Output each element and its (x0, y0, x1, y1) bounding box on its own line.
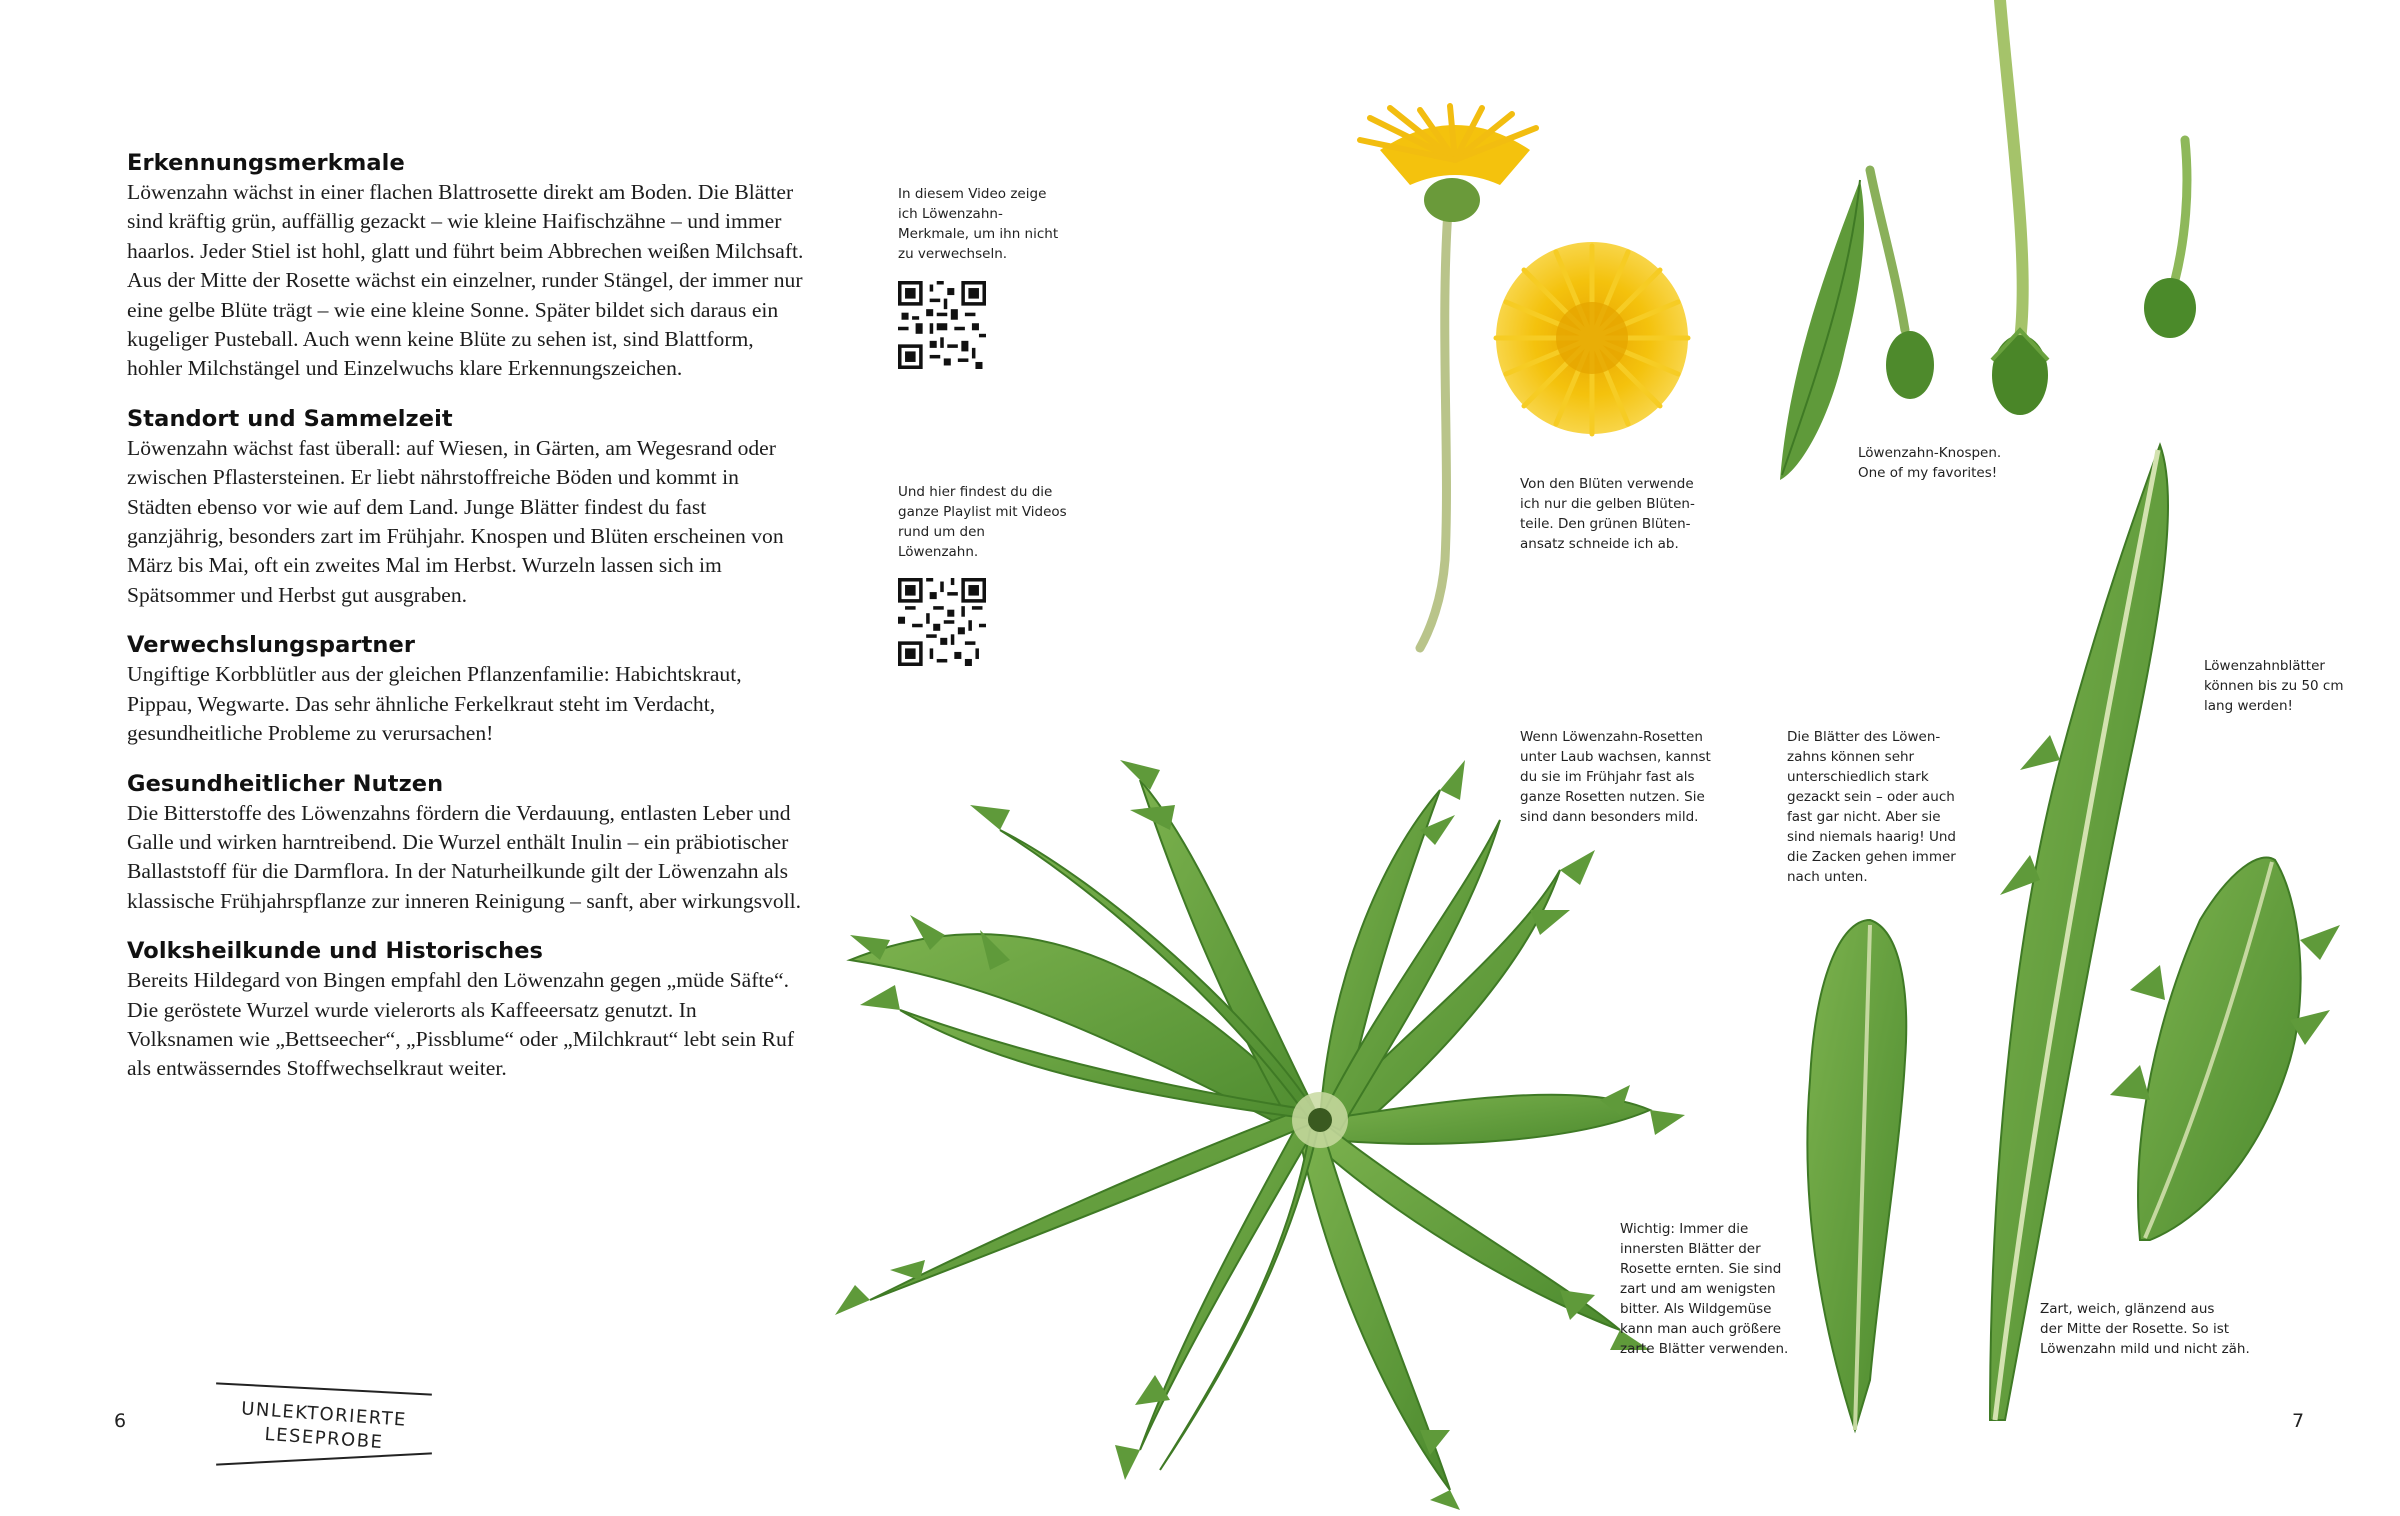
dandelion-buds (1780, 0, 2196, 480)
section-body: Löwenzahn wächst fast überall: auf Wiesen, in Gärten, am Wegesrand oder zwischen Pflastersteinen. Er liebt nährstoffreiche Böden und kommt in Städten ebenso vor wie auf dem Land. Junge Blätter findest du fast ganzjährig, besonders zart im Frühjahr. Knospen und Blüten erscheinen von März bis Mai, oft ein zweites Mal im Herbst. Wurzeln lassen sich im Spätsommer und Herbst gut ausgraben. (127, 435, 784, 607)
section-heading: Volksheilkunde und Historisches (127, 938, 544, 965)
dandelion-rosette (835, 760, 1685, 1510)
dandelion-leaf-long (1990, 445, 2168, 1420)
caption-leaf-length: Löwenzahnblätter können bis zu 50 cm lang werden! (2204, 658, 2344, 714)
qr-note-video: In diesem Video zeige ich Löwenzahn-Merkmale, um ihn nicht zu verwechseln. (898, 186, 1059, 262)
section-body: Löwenzahn wächst in einer flachen Blattrosette direkt am Boden. Die Blätter sind kräftig grün, auffällig gezackt – wie kleine Haifischzähne – und immer haarlos. Jeder Stiel ist hohl, glatt und führt beim Abbrechen weißen Milchsaft. Aus der Mitte der Rosette wächst ein einzelner, runder Stängel, der immer nur eine gelbe Blüte trägt – wie eine kleine Sonne. Später bildet sich daraus ein kugeliger Pusteball. Auch wenn keine Blüte zu sehen ist, sind Blattform, hohler Milchstängel und Einzelwuchs klare Erkennungszeichen. (127, 180, 804, 381)
page-number-right: 7 (2292, 1410, 2305, 1432)
stamp-line2: LESEPROBE (263, 1423, 385, 1454)
stamp-line1: UNLEKTORIERTE (240, 1398, 408, 1431)
caption-center-leaves: Zart, weich, glänzend aus der Mitte der Rosette. So ist Löwenzahn mild und nicht zäh. (2040, 1301, 2250, 1357)
dandelion-leaf-lobed (2110, 858, 2340, 1241)
caption-leaf-shape: Die Blätter des Löwen- zahns können sehr unterschiedlich stark gezackt sein – oder auch fast gar nicht. Aber sie sind niemals haarig! Und die Zacken gehen immer nach unten. (1787, 729, 1956, 885)
unlektoriert-stamp (216, 1388, 436, 1460)
section-heading: Gesundheitlicher Nutzen (127, 770, 444, 797)
section-heading: Erkennungsmerkmale (127, 150, 405, 176)
caption-buds: Löwenzahn-Knospen. One of my favorites! (1858, 445, 2002, 481)
qr-note-playlist: Und hier findest du die ganze Playlist mit Videos rund um den Löwenzahn. (898, 484, 1067, 560)
section-body: Ungiftige Korbblütler aus der gleichen Pflanzenfamilie: Habichtskraut, Pippau, Wegwarte. Das sehr ähnliche Ferkelkraut steht im Verdacht, gesundheitliche Probleme zu verursachen! (127, 662, 742, 746)
caption-blossom: Von den Blüten verwende ich nur die gelben Blüten- teile. Den grünen Blüten- ansatz schneide ich ab. (1520, 476, 1695, 552)
section-heading: Standort und Sammelzeit (127, 405, 453, 432)
section-heading: Verwechslungspartner (127, 632, 416, 659)
section-body: Bereits Hildegard von Bingen empfahl den Löwenzahn gegen „müde Säfte“. Die geröstete Wurzel wurde vielerorts als Kaffeeersatz genutzt. In Volksnamen wie „Bettseecher“, „Pissblume“ oder „Milchkraut“ lebt sein Ruf als entwässerndes Stoffwechselkraut weiter. (127, 968, 795, 1081)
page-number-left: 6 (114, 1410, 127, 1432)
caption-rosette-leaves: Wenn Löwenzahn-Rosetten unter Laub wachsen, kannst du sie im Frühjahr fast als ganze Rosetten nutzen. Sie sind dann besonders mild. (1520, 729, 1711, 825)
dandelion-leaf-small (1807, 920, 1906, 1430)
caption-inner-leaves: Wichtig: Immer die innersten Blätter der Rosette ernten. Sie sind zart und am wenigsten bitter. Als Wildgemüse kann man auch größere zarte Blätter verwenden. (1620, 1221, 1789, 1357)
dandelion-flower-head (1496, 242, 1688, 434)
section-body: Die Bitterstoffe des Löwenzahns fördern die Verdauung, entlasten Leber und Galle und wirken harntreibend. Die Wurzel enthält Inulin – ein präbiotischer Ballaststoff für die Darmflora. In der Naturheilkunde gilt der Löwenzahn als klassische Frühjahrspflanze zur inneren Reinigung – sanft, aber wirkungsvoll. (127, 800, 802, 913)
